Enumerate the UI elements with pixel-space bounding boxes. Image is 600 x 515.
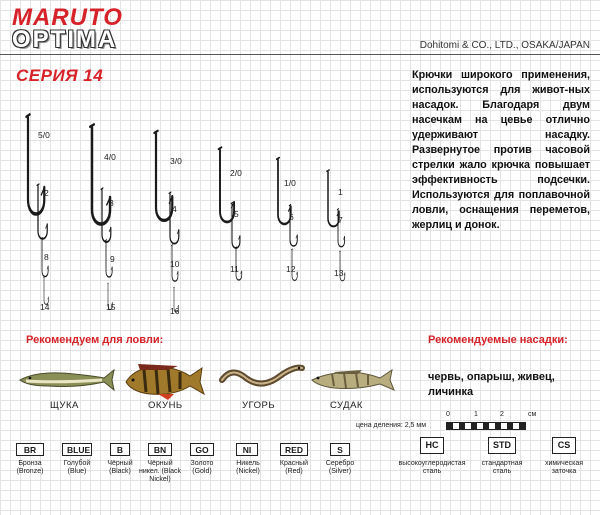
finish-badge-blue: BLUE bbox=[62, 443, 92, 456]
size-label: 16 bbox=[170, 306, 180, 316]
brand-maruto: MARUTO bbox=[12, 4, 123, 31]
size-label: 2/0 bbox=[230, 168, 242, 178]
series-description: Крючки широкого применения, используются для живот-ных насадок. Благодаря двум насечкам на цевье отлично удерживают насадку. Развернутое против часовой стрелки жало крючка повышает эффективность подсечки. Используются для поплавочной ловли, оснащения переметов, жерлиц и донок. bbox=[412, 69, 590, 231]
scale-tick-0: 0 bbox=[446, 411, 450, 418]
eel-image bbox=[222, 367, 302, 384]
size-label: 15 bbox=[106, 302, 116, 312]
feature-caption-std: стандартная сталь bbox=[481, 460, 523, 475]
finish-caption-s: Серебро (Silver) bbox=[325, 460, 355, 475]
finish-caption-ni: Никель (Nickel) bbox=[236, 460, 260, 475]
size-label: 14 bbox=[40, 302, 50, 312]
finish-badge-br: BR bbox=[16, 443, 44, 456]
size-label: 12 bbox=[286, 264, 296, 274]
hook-4-0 bbox=[90, 124, 110, 224]
finish-badge-b: B bbox=[110, 443, 130, 456]
hook-4 bbox=[169, 192, 179, 243]
finish-caption-blue: Голубой (Blue) bbox=[63, 460, 91, 475]
fish-illustrations bbox=[18, 356, 398, 400]
size-label: 3 bbox=[109, 198, 114, 208]
finish-caption-b: Чёрный (Black) bbox=[107, 460, 133, 475]
scale-label: цена деления: 2,5 мм bbox=[356, 422, 427, 429]
finish-badge-red: RED bbox=[280, 443, 308, 456]
scale-bar bbox=[446, 422, 526, 430]
fish-name-eel: УГОРЬ bbox=[242, 400, 276, 411]
size-label: 9 bbox=[110, 254, 115, 264]
size-label: 11 bbox=[230, 264, 239, 274]
size-label: 1/0 bbox=[284, 178, 296, 188]
feature-badge-hc: HC bbox=[420, 437, 444, 454]
size-label: 2 bbox=[44, 188, 49, 198]
recommend-baits-text: червь, опарыш, живец, личинка bbox=[428, 371, 555, 398]
fish-name-zander: СУДАК bbox=[330, 400, 363, 411]
finish-badge-ni: NI bbox=[236, 443, 258, 456]
zander-image bbox=[312, 370, 394, 390]
company-name: Dohitomi & CO., LTD., OSAKA/JAPAN bbox=[419, 40, 590, 51]
finish-caption-br: Бронза (Bronze) bbox=[16, 460, 44, 475]
pike-image bbox=[20, 370, 114, 390]
hook-6 bbox=[289, 205, 297, 247]
finish-badge-bn: BN bbox=[148, 443, 172, 456]
fish-name-perch: ОКУНЬ bbox=[148, 400, 183, 411]
perch-image bbox=[126, 364, 204, 400]
hook-14 bbox=[44, 277, 49, 304]
hook-size-chart bbox=[0, 92, 400, 322]
size-label: 1 bbox=[338, 187, 343, 197]
size-label: 4/0 bbox=[104, 152, 116, 162]
header-divider bbox=[0, 54, 600, 55]
fish-name-pike: ЩУКА bbox=[50, 400, 79, 411]
feature-badge-std: STD bbox=[488, 437, 516, 454]
size-label: 8 bbox=[44, 252, 49, 262]
finish-caption-go: Золото (Gold) bbox=[190, 460, 214, 475]
size-label: 3/0 bbox=[170, 156, 182, 166]
size-label: 13 bbox=[334, 268, 344, 278]
brand-optima: OPTIMA bbox=[12, 26, 118, 53]
recommend-fishing-title: Рекомендуем для ловли: bbox=[26, 334, 164, 346]
feature-badge-cs: CS bbox=[552, 437, 576, 454]
scale-tick-2: 2 bbox=[500, 411, 504, 418]
finish-caption-red: Красный (Red) bbox=[279, 460, 309, 475]
feature-caption-cs: химическая заточка bbox=[544, 460, 584, 475]
finish-caption-bn: Чёрный никел. (Black Nickel) bbox=[139, 460, 181, 483]
recommend-baits-title: Рекомендуемые насадки: bbox=[428, 334, 568, 346]
size-label: 6 bbox=[289, 212, 294, 222]
finish-badge-go: GO bbox=[190, 443, 214, 456]
feature-caption-hc: высокоуглеродистая сталь bbox=[398, 460, 466, 475]
size-label: 5 bbox=[234, 209, 239, 219]
scale-tick-1: 1 bbox=[474, 411, 478, 418]
size-label: 7 bbox=[338, 215, 343, 225]
size-label: 5/0 bbox=[38, 130, 50, 140]
size-label: 10 bbox=[170, 259, 180, 269]
series-title: СЕРИЯ 14 bbox=[16, 66, 104, 85]
size-label: 4 bbox=[172, 204, 177, 214]
finish-badge-s: S bbox=[330, 443, 350, 456]
scale-tick-unit: см bbox=[528, 411, 537, 418]
